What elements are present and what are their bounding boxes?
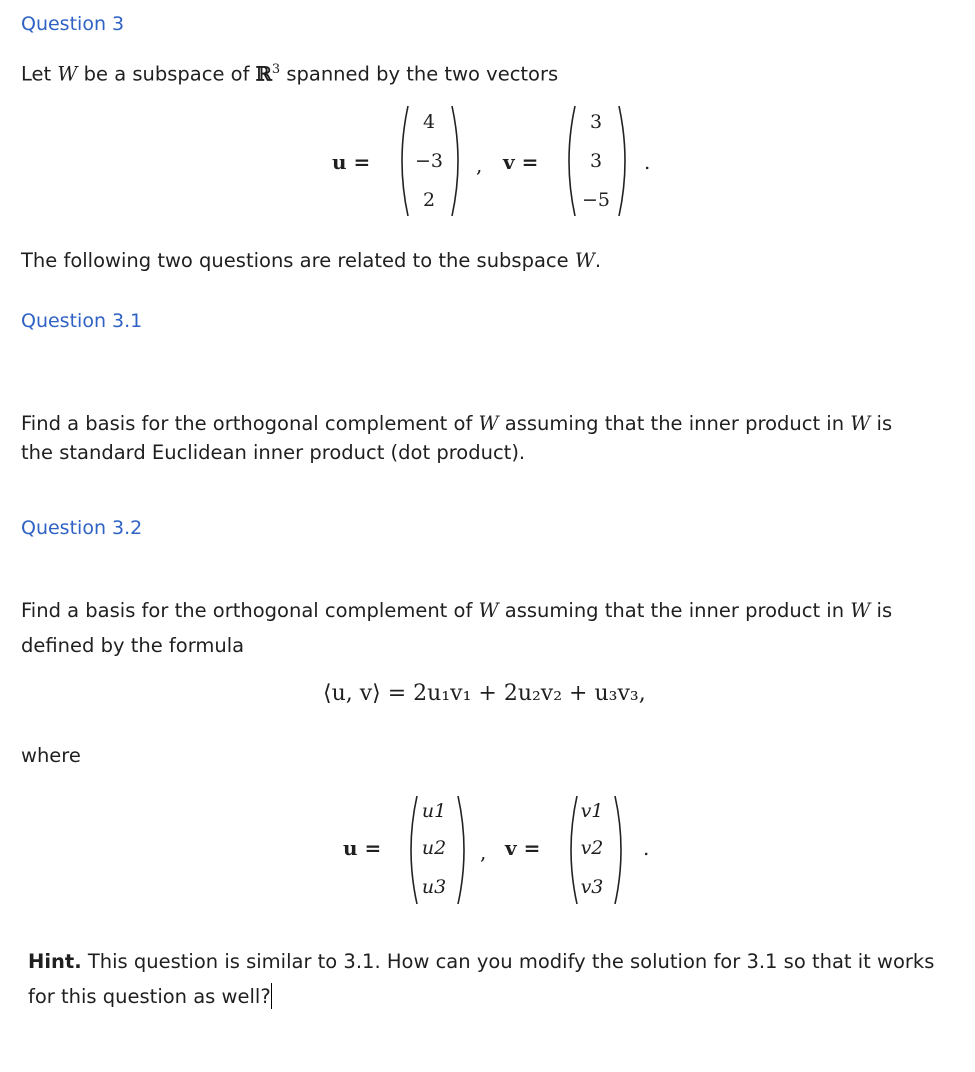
question-3-1-text: Find a basis for the orthogonal complement of W assuming that the inner product in W is the standard Euclidean inner product (dot product). (21, 412, 893, 464)
matrix-entry: 4 (422, 111, 436, 133)
matrix-entry: v2 (580, 837, 604, 859)
question-3-1-heading: Question 3.1 (21, 310, 143, 332)
period: . (644, 150, 651, 174)
period: . (643, 836, 650, 860)
math-W: W (478, 599, 499, 622)
matrix-entry: 3 (589, 150, 603, 172)
matrix-entry: 2 (422, 189, 436, 211)
u-label: u = (343, 836, 382, 860)
matrix-entry: −5 (581, 189, 610, 211)
math-W: W (850, 599, 871, 622)
comma: , (476, 153, 483, 177)
matrix-entry: v3 (580, 876, 604, 898)
comma: , (480, 840, 487, 864)
matrix-entry: v1 (580, 800, 604, 822)
math-W: W (57, 62, 78, 86)
question-3-heading: Question 3 (21, 13, 125, 35)
related-text: The following two questions are related to the subspace W. (21, 249, 602, 272)
matrix-entry: −3 (414, 150, 443, 172)
intro-text: Let W be a subspace of ℝ$^3$ spanned by the two vectors (21, 62, 559, 86)
matrix-entry: u2 (421, 837, 447, 859)
question-3-2-text: Find a basis for the orthogonal complement of W assuming that the inner product in W is defined by the formula (21, 599, 893, 657)
math-W: W (850, 412, 871, 435)
math-W: W (478, 412, 499, 435)
right-paren (613, 794, 629, 906)
u-label: u = (332, 150, 371, 174)
matrix-entry: 3 (589, 111, 603, 133)
where-text: where (21, 744, 81, 767)
math-W: W (574, 249, 595, 272)
matrix-entry: u3 (421, 876, 447, 898)
hint-text[interactable]: Hint. This question is similar to 3.1. How can you modify the solution for 3.1 so that it works for this question as well? (28, 950, 935, 1008)
v-label: v = (505, 836, 541, 860)
hint-label: Hint. (28, 950, 82, 973)
matrix-entry: u1 (421, 800, 447, 822)
question-3-2-heading: Question 3.2 (21, 517, 143, 539)
inner-product-formula: ⟨u, v⟩ = 2u₁v₁ + 2u₂v₂ + u₃v₃, (323, 681, 646, 706)
right-paren (456, 794, 472, 906)
v-label: v = (503, 150, 539, 174)
math-R: ℝ (255, 62, 272, 86)
text-cursor (271, 983, 273, 1009)
